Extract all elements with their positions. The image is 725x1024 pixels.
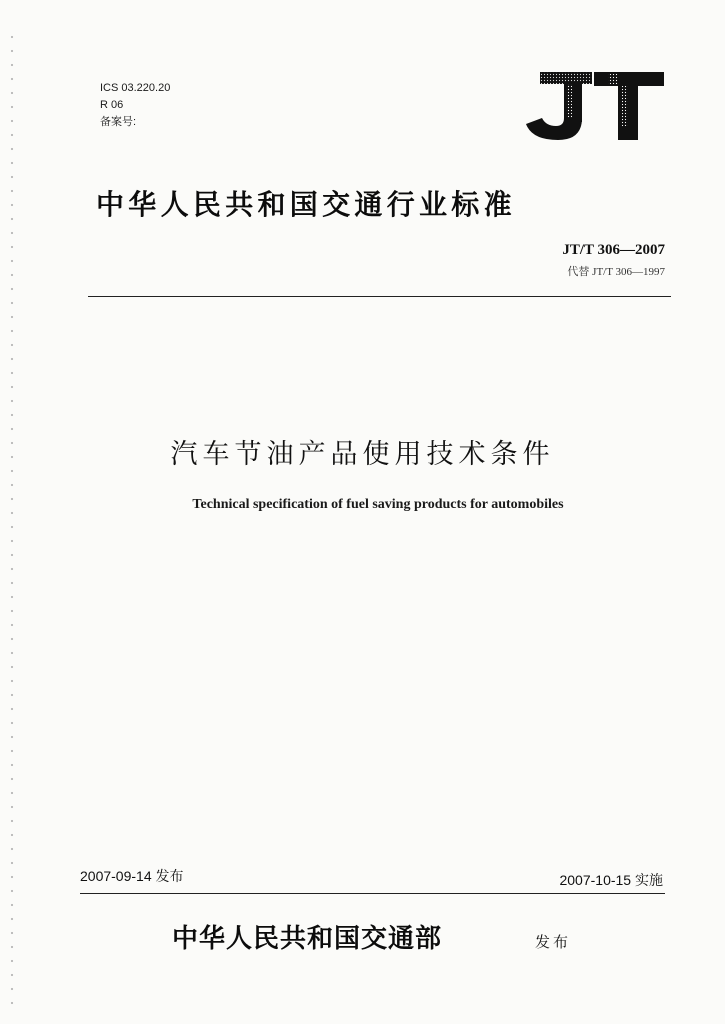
implementation-date: 2007-10-15 实施 xyxy=(559,872,663,888)
standard-category-title: 中华人民共和国交通行业标准 xyxy=(96,188,516,221)
footer-divider xyxy=(80,893,665,894)
ics-code: ICS 03.220.20 xyxy=(100,82,171,94)
replaces-standard: 代替 JT/T 306—1997 xyxy=(567,266,665,278)
jt-logo xyxy=(522,70,667,142)
issue-date: 2007-09-14 发布 xyxy=(80,868,184,884)
logo-letter-t xyxy=(594,72,664,140)
logo-letter-j xyxy=(526,72,592,140)
binding-margin-dots xyxy=(10,30,14,1010)
header-divider xyxy=(88,296,671,297)
publish-label: 发布 xyxy=(535,933,572,951)
classification-block xyxy=(100,80,170,131)
publisher-name: 中华人民共和国交通部 xyxy=(172,924,443,954)
document-title-zh: 汽车节油产品使用技术条件 xyxy=(170,439,555,470)
classification-code: R 06 xyxy=(100,99,124,111)
standard-number: JT/T 306—2007 xyxy=(562,242,665,258)
document-title-en: Technical specification of fuel saving products for automobiles xyxy=(192,497,564,512)
filing-number-label: 备案号: xyxy=(100,116,137,128)
